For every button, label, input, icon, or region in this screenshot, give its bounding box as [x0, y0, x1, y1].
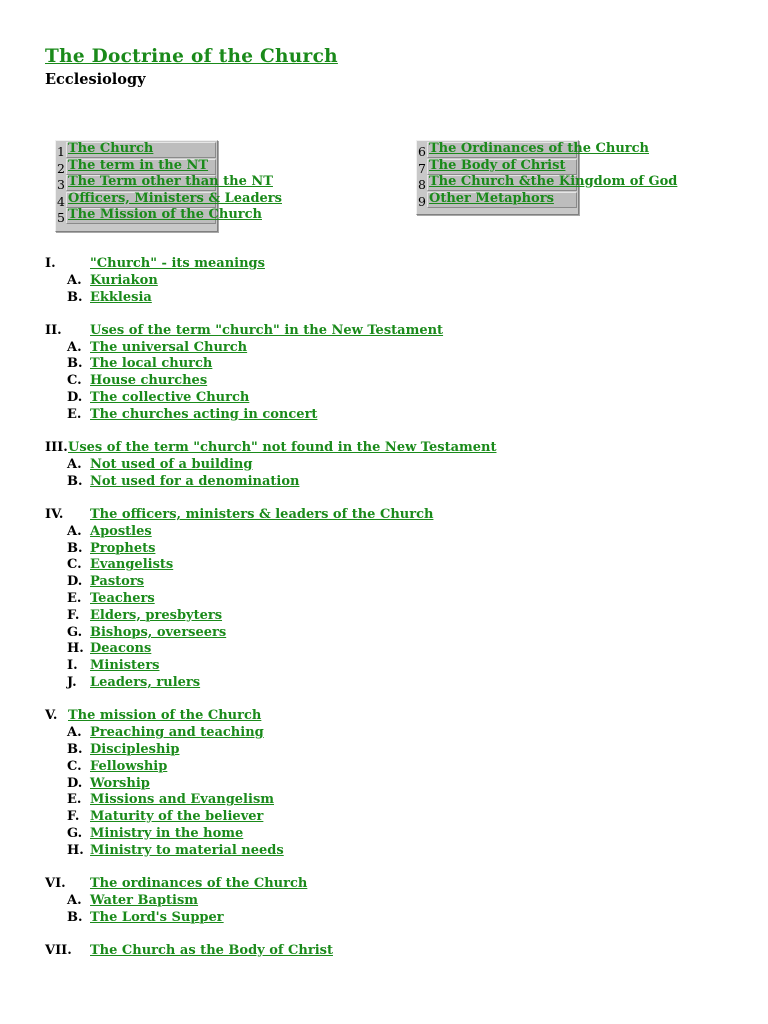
item-link[interactable]: Water Baptism	[90, 892, 199, 908]
item-link[interactable]: The local church	[90, 356, 213, 372]
item-link[interactable]: Leaders, rulers	[90, 675, 201, 691]
outline-item	[45, 574, 745, 591]
outline-item	[45, 407, 745, 424]
outline-item	[45, 541, 745, 558]
outline-item	[45, 843, 745, 860]
outline-section	[45, 256, 745, 306]
item-link[interactable]: Fellowship	[90, 758, 168, 774]
outline-section	[45, 708, 745, 859]
toc-number: 8	[418, 177, 426, 192]
item-letter: C.	[67, 758, 82, 774]
item-letter: D.	[67, 775, 83, 791]
section-link[interactable]: The officers, ministers & leaders of the Church	[90, 507, 434, 523]
item-link[interactable]: Teachers	[90, 591, 155, 607]
outline-item	[45, 826, 745, 843]
item-link[interactable]: Ministry in the home	[90, 825, 244, 841]
toc-row	[56, 158, 217, 175]
section-numeral: VII.	[45, 942, 72, 958]
item-link[interactable]: Not used of a building	[90, 456, 253, 472]
toc-link[interactable]: The Ordinances of the Church	[429, 141, 649, 156]
outline-item	[45, 373, 745, 390]
item-letter: A.	[67, 339, 82, 355]
toc-number: 9	[418, 193, 426, 209]
item-letter: J.	[67, 675, 77, 691]
item-letter: A.	[67, 523, 82, 539]
item-letter: F.	[67, 809, 80, 825]
item-letter: B.	[67, 540, 83, 556]
toc-link[interactable]: The Church &the Kingdom of God	[429, 174, 678, 189]
item-link[interactable]: Discipleship	[90, 741, 180, 757]
outline-section	[45, 943, 745, 960]
item-letter: A.	[67, 272, 82, 288]
item-link[interactable]: Ekklesia	[90, 289, 152, 305]
toc-link[interactable]: The Body of Christ	[429, 157, 566, 173]
toc-number: 1	[57, 144, 65, 159]
toc-link[interactable]: The Church	[68, 141, 154, 156]
outline-item	[45, 759, 745, 776]
item-letter: E.	[67, 792, 82, 808]
item-letter: E.	[67, 591, 82, 607]
item-link[interactable]: Bishops, overseers	[90, 624, 227, 640]
outline-item	[45, 340, 745, 357]
item-link[interactable]: House churches	[90, 373, 208, 389]
section-link[interactable]: Uses of the term "church" in the New Testament	[90, 322, 444, 338]
section-link[interactable]: "Church" - its meanings	[90, 256, 265, 271]
outline-section	[45, 440, 745, 490]
item-link[interactable]: Pastors	[90, 574, 145, 590]
item-letter: D.	[67, 390, 83, 406]
section-numeral: V.	[45, 708, 58, 724]
item-link[interactable]: Maturity of the believer	[90, 809, 264, 825]
section-heading-row	[45, 440, 745, 457]
item-letter: I.	[67, 658, 78, 674]
toc-number: 7	[418, 160, 426, 176]
toc-row	[56, 190, 282, 209]
outline-item	[45, 725, 745, 742]
item-link[interactable]: Ministry to material needs	[90, 842, 284, 858]
section-link[interactable]: The mission of the Church	[68, 708, 262, 724]
item-link[interactable]: The collective Church	[90, 390, 250, 406]
toc-left	[55, 140, 282, 232]
item-link[interactable]: Missions and Evangelism	[90, 792, 275, 808]
item-link[interactable]: Deacons	[90, 641, 152, 657]
section-heading-row	[45, 323, 745, 340]
toc-row	[417, 174, 678, 192]
section-link[interactable]: Uses of the term "church" not found in the New Testament	[68, 440, 497, 456]
section-heading-row	[45, 943, 745, 960]
outline-item	[45, 675, 745, 692]
item-link[interactable]: The Lord's Supper	[90, 909, 224, 925]
outline-item	[45, 457, 745, 474]
item-link[interactable]: The churches acting in concert	[90, 406, 318, 422]
item-letter: A.	[67, 725, 82, 741]
section-link[interactable]: The Church as the Body of Christ	[90, 942, 333, 958]
outline-item	[45, 893, 745, 910]
section-heading-row	[45, 256, 745, 273]
item-letter: B.	[67, 473, 83, 489]
item-letter: D.	[67, 574, 83, 590]
page-subtitle: Ecclesiology	[45, 71, 146, 88]
outline-item	[45, 273, 745, 290]
toc-row	[56, 141, 217, 158]
section-heading-row	[45, 708, 745, 725]
item-letter: E.	[67, 406, 82, 422]
section-numeral: II.	[45, 322, 62, 338]
toc-number: 3	[57, 177, 65, 192]
item-link[interactable]: Worship	[90, 775, 150, 791]
outline-item	[45, 641, 745, 658]
toc-row	[56, 174, 273, 192]
item-link[interactable]: The universal Church	[90, 339, 248, 355]
toc-number: 2	[57, 160, 65, 176]
item-letter: C.	[67, 557, 82, 573]
item-letter: B.	[67, 741, 83, 757]
item-letter: A.	[67, 892, 82, 908]
item-link[interactable]: Evangelists	[90, 557, 174, 573]
toc-row	[56, 207, 262, 225]
toc-link[interactable]: The Mission of the Church	[68, 207, 262, 222]
toc-row	[417, 191, 578, 208]
section-numeral: VI.	[45, 876, 66, 891]
toc-row	[417, 158, 578, 175]
outline-item	[45, 290, 745, 307]
outline-item	[45, 591, 745, 608]
item-letter: A.	[67, 456, 82, 472]
outline-item	[45, 608, 745, 625]
outline-item	[45, 809, 745, 826]
toc-link[interactable]: Other Metaphors	[429, 190, 554, 206]
outline-item	[45, 742, 745, 759]
item-letter: C.	[67, 373, 82, 389]
item-letter: G.	[67, 624, 83, 640]
section-numeral: I.	[45, 256, 56, 271]
toc-number: 6	[418, 144, 426, 159]
outline	[45, 256, 745, 976]
item-link[interactable]: Ministers	[90, 658, 160, 674]
outline-item	[45, 658, 745, 675]
outline-section	[45, 507, 745, 692]
section-numeral: IV.	[45, 507, 64, 523]
outline-item	[45, 474, 745, 491]
outline-item	[45, 356, 745, 373]
outline-item	[45, 910, 745, 927]
section-link[interactable]: The ordinances of the Church	[90, 876, 308, 891]
toc-right	[416, 140, 678, 215]
item-letter: H.	[67, 641, 84, 657]
outline-item	[45, 390, 745, 407]
item-link[interactable]: Kuriakon	[90, 272, 158, 288]
item-letter: B.	[67, 289, 83, 305]
item-link[interactable]: Apostles	[90, 523, 152, 539]
toc-row	[417, 141, 649, 159]
toc-number: 4	[57, 193, 65, 209]
toc-link[interactable]: The term in the NT	[68, 157, 209, 173]
outline-section	[45, 323, 745, 424]
item-letter: B.	[67, 356, 83, 372]
page-title[interactable]: The Doctrine of the Church	[45, 46, 338, 67]
outline-item	[45, 557, 745, 574]
outline-section	[45, 876, 745, 926]
outline-item	[45, 776, 745, 793]
outline-item	[45, 524, 745, 541]
section-heading-row	[45, 876, 745, 893]
item-link[interactable]: Not used for a denomination	[90, 473, 300, 489]
outline-item	[45, 625, 745, 642]
item-letter: H.	[67, 842, 84, 858]
toc-link[interactable]: Officers, Ministers & Leaders	[68, 190, 282, 206]
item-link[interactable]: Prophets	[90, 540, 156, 556]
toc-link[interactable]: The Term other than the NT	[68, 174, 273, 189]
item-link[interactable]: Elders, presbyters	[90, 607, 223, 623]
outline-item	[45, 792, 745, 809]
item-letter: F.	[67, 607, 80, 623]
toc-number: 5	[57, 210, 65, 225]
section-numeral: III.	[45, 440, 68, 456]
item-letter: G.	[67, 825, 83, 841]
item-link[interactable]: Preaching and teaching	[90, 725, 264, 741]
item-letter: B.	[67, 909, 83, 925]
section-heading-row	[45, 507, 745, 524]
